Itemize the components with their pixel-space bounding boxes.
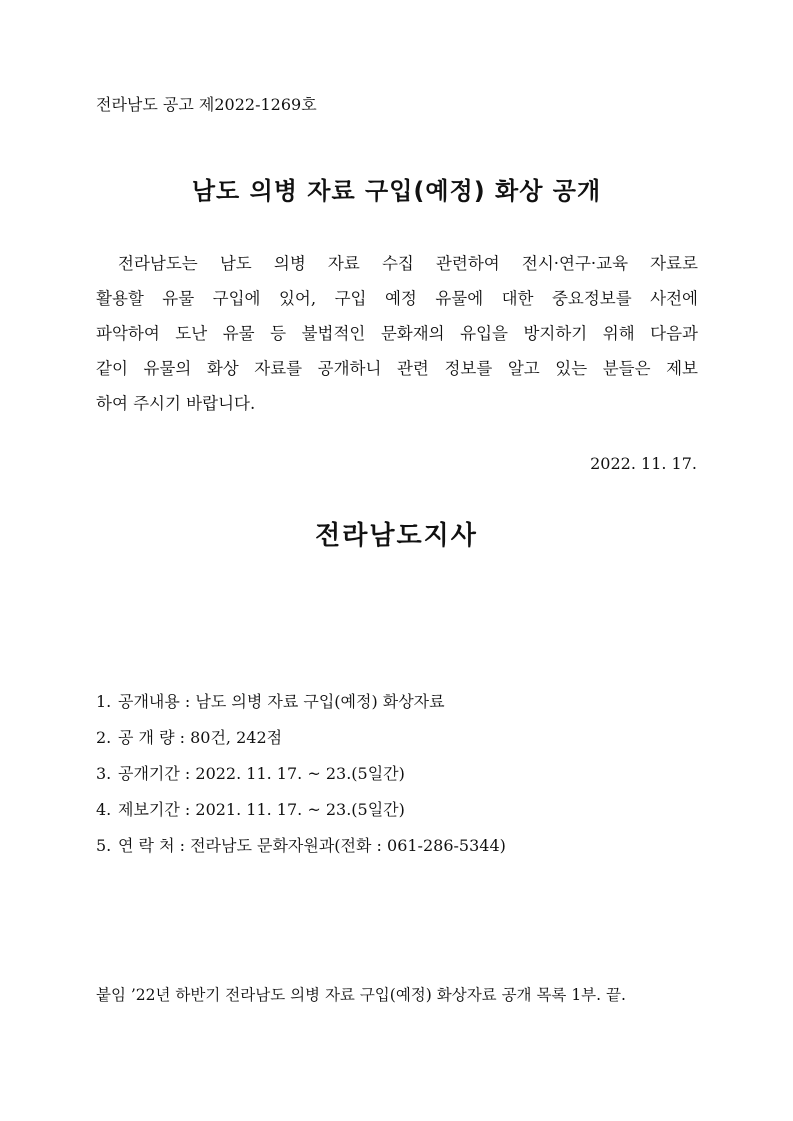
body-line: 하여 주시기 바랍니다. xyxy=(96,394,256,413)
item-number: 2. xyxy=(96,728,112,747)
attachment-note: 붙임 ’22년 하반기 전라남도 의병 자료 구입(예정) 화상자료 공개 목록 1부. 끝. xyxy=(96,986,626,1004)
item-text: 공개내용 : 남도 의병 자료 구입(예정) 화상자료 xyxy=(118,692,445,711)
list-item xyxy=(96,726,506,762)
item-text: 제보기간 : 2021. 11. 17. ~ 23.(5일간) xyxy=(118,800,405,819)
body-line: 활용할 유물 구입에 있어, 구입 예정 유물에 대한 중요정보를 사전에 xyxy=(96,289,698,308)
item-number: 1. xyxy=(96,692,112,711)
item-text: 공 개 량 : 80건, 242점 xyxy=(118,728,283,747)
body-line: 파악하여 도난 유물 등 불법적인 문화재의 유입을 방지하기 위해 다음과 xyxy=(96,324,698,343)
list-item xyxy=(96,798,506,834)
item-text: 공개기간 : 2022. 11. 17. ~ 23.(5일간) xyxy=(118,764,405,783)
notice-details-list xyxy=(96,690,506,870)
issuer-signature: 전라남도지사 xyxy=(315,521,478,551)
item-number: 4. xyxy=(96,800,112,819)
list-item xyxy=(96,834,506,870)
item-text: 연 락 처 : 전라남도 문화자원과(전화 : 061-286-5344) xyxy=(118,836,506,855)
item-number: 5. xyxy=(96,836,112,855)
notice-date: 2022. 11. 17. xyxy=(590,454,697,473)
body-line: 같이 유물의 화상 자료를 공개하니 관련 정보를 알고 있는 분들은 제보 xyxy=(96,359,698,378)
list-item xyxy=(96,762,506,798)
body-line: 전라남도는 남도 의병 자료 수집 관련하여 전시·연구·교육 자료로 xyxy=(118,254,698,273)
list-item xyxy=(96,690,506,726)
notice-number: 전라남도 공고 제2022-1269호 xyxy=(96,95,317,114)
body-paragraph xyxy=(96,246,698,421)
document-title: 남도 의병 자료 구입(예정) 화상 공개 xyxy=(191,177,602,205)
item-number: 3. xyxy=(96,764,112,783)
